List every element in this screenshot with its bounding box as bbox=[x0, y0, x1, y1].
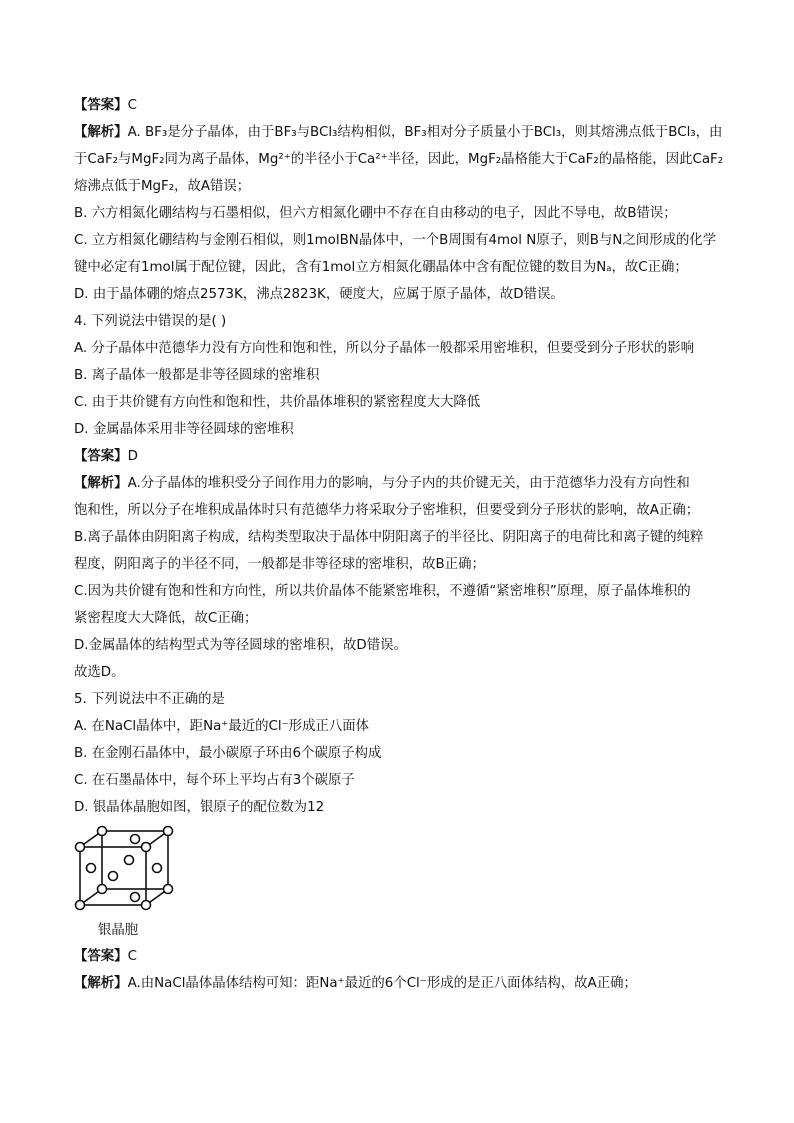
option-b: B. 在金刚石晶体中，最小碳原子环由6个碳原子构成 bbox=[74, 746, 382, 761]
answer-value: D bbox=[127, 449, 138, 464]
answer-value: C bbox=[127, 98, 137, 113]
text-line: D. 由于晶体硼的熔点2573K，沸点2823K，硬度大，应属于原子晶体，故D错误。 bbox=[74, 287, 564, 302]
document-page bbox=[74, 92, 734, 997]
text-line: D.金属晶体的结构型式为等径圆球的密堆积，故D错误。 bbox=[74, 638, 407, 653]
text-line: B. 六方相氮化硼结构与石墨相似，但六方相氮化硼中不存在自由移动的电子，因此不导电，故B错误； bbox=[74, 206, 677, 221]
text-line: 于CaF₂与MgF₂同为离子晶体，Mg²⁺的半径小于Ca²⁺半径，因此，MgF₂晶格能大于CaF₂的晶格能，因此CaF₂ bbox=[74, 152, 724, 167]
text-line: 程度，阴阳离子的半径不同，一般都是非等径球的密堆积，故B正确； bbox=[74, 557, 485, 572]
answer-label: 【答案】 bbox=[74, 949, 128, 964]
answer-line bbox=[74, 92, 734, 119]
question-stem: 4. 下列说法中错误的是( ) bbox=[74, 314, 227, 329]
analysis-line bbox=[74, 470, 734, 497]
option-d: D. 银晶体晶胞如图，银原子的配位数为12 bbox=[74, 800, 325, 815]
question-stem: 5. 下列说法中不正确的是 bbox=[74, 692, 225, 707]
option-c: C. 在石墨晶体中，每个环上平均占有3个碳原子 bbox=[74, 773, 355, 788]
text-line: 熔沸点低于MgF₂，故A错误； bbox=[74, 179, 251, 194]
analysis-line bbox=[74, 970, 734, 997]
answer-label: 【答案】 bbox=[74, 449, 128, 464]
text-line: 键中必定有1mol属于配位键，因此，含有1mol立方相氮化硼晶体中含有配位键的数目为Nₐ，故C正确； bbox=[74, 260, 688, 275]
option-b: B. 离子晶体一般都是非等径圆球的密堆积 bbox=[74, 368, 320, 383]
text-line: 紧密程度大大降低，故C正确； bbox=[74, 611, 258, 626]
option-a: A. 分子晶体中范德华力没有方向性和饱和性，所以分子晶体一般都采用密堆积，但要受到分子形状的影响 bbox=[74, 341, 695, 356]
option-a: A. 在NaCl晶体中，距Na⁺最近的Cl⁻形成正八面体 bbox=[74, 719, 370, 734]
analysis-label: 【解析】 bbox=[74, 125, 128, 140]
silver-unit-cell-figure bbox=[74, 825, 184, 943]
text-line: A. BF₃是分子晶体，由于BF₃与BCl₃结构相似，BF₃相对分子质量小于BCl₃，则其熔沸点低于BCl₃，由 bbox=[127, 125, 723, 140]
text-line: C. 立方相氮化硼结构与金刚石相似，则1molBN晶体中，一个B周围有4mol N原子，则B与N之间形成的化学 bbox=[74, 233, 717, 248]
text-line: A.分子晶体的堆积受分子间作用力的影响，与分子内的共价键无关，由于范德华力没有方向性和 bbox=[127, 476, 690, 491]
unit-cell-diagram bbox=[74, 825, 184, 920]
option-d: D. 金属晶体采用非等径圆球的密堆积 bbox=[74, 422, 294, 437]
option-c: C. 由于共价键有方向性和饱和性，共价晶体堆积的紧密程度大大降低 bbox=[74, 395, 481, 410]
answer-line bbox=[74, 443, 734, 470]
answer-label: 【答案】 bbox=[74, 98, 128, 113]
text-line: 故选D。 bbox=[74, 665, 125, 680]
answer-line bbox=[74, 943, 734, 970]
text-line: C.因为共价键有饱和性和方向性，所以共价晶体不能紧密堆积，不遵循“紧密堆积”原理，原子晶体堆积的 bbox=[74, 584, 691, 599]
analysis-label: 【解析】 bbox=[74, 476, 128, 491]
text-line: A.由NaCl晶体晶体结构可知：距Na⁺最近的6个Cl⁻形成的是正八面体结构，故A正确； bbox=[127, 976, 637, 991]
answer-value: C bbox=[127, 949, 137, 964]
text-line: 饱和性，所以分子在堆积成晶体时只有范德华力将采取分子密堆积，但要受到分子形状的影响，故A正确； bbox=[74, 503, 700, 518]
text-line: B.离子晶体由阴阳离子构成，结构类型取决于晶体中阴阳离子的半径比、阴阳离子的电荷比和离子键的纯粹 bbox=[74, 530, 704, 545]
figure-caption: 银晶胞 bbox=[98, 923, 139, 938]
analysis-label: 【解析】 bbox=[74, 976, 128, 991]
analysis-line bbox=[74, 119, 734, 146]
